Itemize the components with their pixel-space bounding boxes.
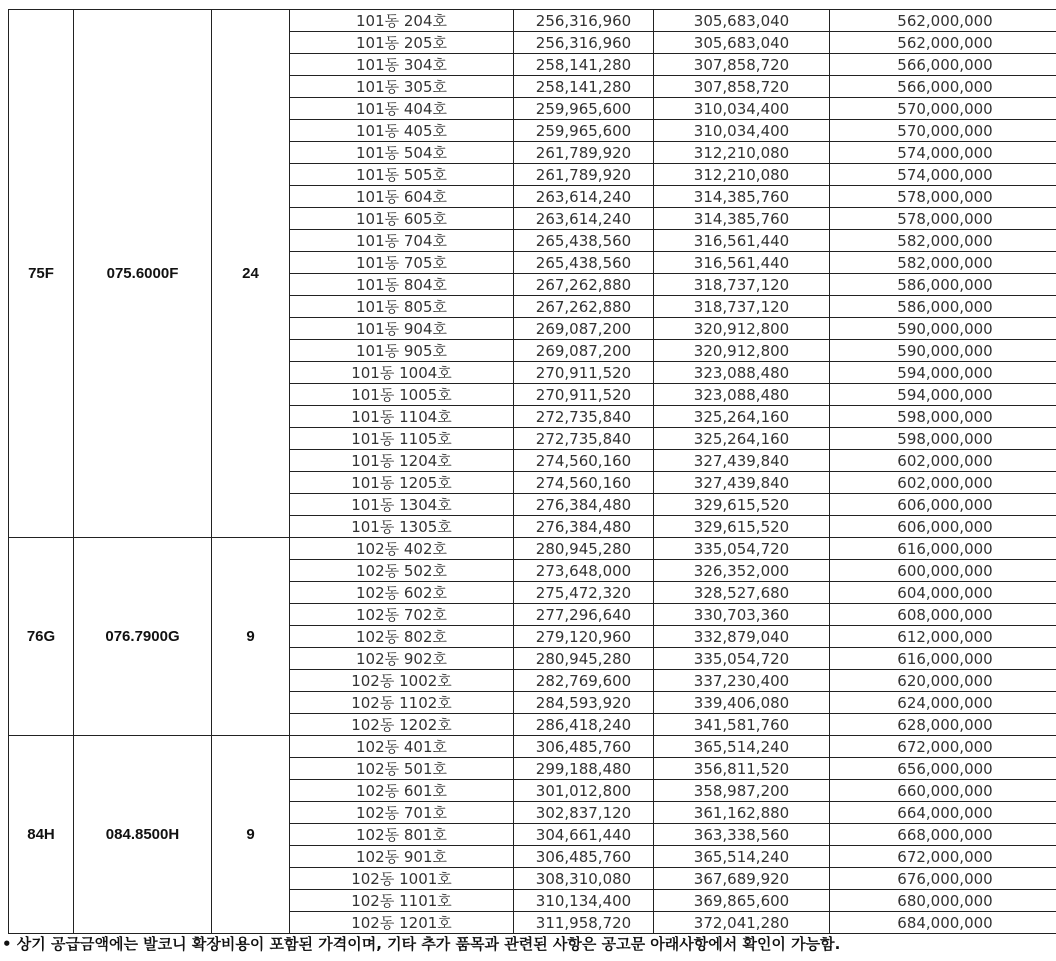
total-price-cell: 676,000,000 bbox=[830, 868, 1056, 890]
unit-cell: 102동 702호 bbox=[290, 604, 514, 626]
total-price-cell: 566,000,000 bbox=[830, 76, 1056, 98]
building-price-cell: 316,561,440 bbox=[654, 230, 830, 252]
building-price-cell: 328,527,680 bbox=[654, 582, 830, 604]
unit-cell: 101동 904호 bbox=[290, 318, 514, 340]
unit-cell: 102동 1001호 bbox=[290, 868, 514, 890]
land-price-cell: 282,769,600 bbox=[514, 670, 654, 692]
building-price-cell: 339,406,080 bbox=[654, 692, 830, 714]
building-price-cell: 310,034,400 bbox=[654, 120, 830, 142]
total-price-cell: 566,000,000 bbox=[830, 54, 1056, 76]
building-price-cell: 314,385,760 bbox=[654, 186, 830, 208]
building-price-cell: 320,912,800 bbox=[654, 340, 830, 362]
total-price-cell: 624,000,000 bbox=[830, 692, 1056, 714]
building-price-cell: 318,737,120 bbox=[654, 296, 830, 318]
unit-cell: 101동 704호 bbox=[290, 230, 514, 252]
total-price-cell: 590,000,000 bbox=[830, 318, 1056, 340]
building-price-cell: 305,683,040 bbox=[654, 10, 830, 32]
land-price-cell: 308,310,080 bbox=[514, 868, 654, 890]
area-cell: 084.8500H bbox=[74, 736, 212, 934]
unit-cell: 102동 1002호 bbox=[290, 670, 514, 692]
unit-cell: 101동 304호 bbox=[290, 54, 514, 76]
total-price-cell: 684,000,000 bbox=[830, 912, 1056, 934]
unit-cell: 101동 504호 bbox=[290, 142, 514, 164]
table-row bbox=[9, 10, 1056, 32]
total-price-cell: 578,000,000 bbox=[830, 186, 1056, 208]
total-price-cell: 594,000,000 bbox=[830, 362, 1056, 384]
land-price-cell: 286,418,240 bbox=[514, 714, 654, 736]
building-price-cell: 305,683,040 bbox=[654, 32, 830, 54]
unit-cell: 101동 905호 bbox=[290, 340, 514, 362]
total-price-cell: 606,000,000 bbox=[830, 494, 1056, 516]
total-price-cell: 598,000,000 bbox=[830, 428, 1056, 450]
land-price-cell: 274,560,160 bbox=[514, 450, 654, 472]
building-price-cell: 325,264,160 bbox=[654, 428, 830, 450]
unit-cell: 101동 604호 bbox=[290, 186, 514, 208]
building-price-cell: 337,230,400 bbox=[654, 670, 830, 692]
building-price-cell: 356,811,520 bbox=[654, 758, 830, 780]
land-price-cell: 301,012,800 bbox=[514, 780, 654, 802]
total-price-cell: 656,000,000 bbox=[830, 758, 1056, 780]
land-price-cell: 276,384,480 bbox=[514, 494, 654, 516]
land-price-cell: 273,648,000 bbox=[514, 560, 654, 582]
total-price-cell: 578,000,000 bbox=[830, 208, 1056, 230]
unit-cell: 102동 802호 bbox=[290, 626, 514, 648]
unit-cell: 102동 601호 bbox=[290, 780, 514, 802]
building-price-cell: 332,879,040 bbox=[654, 626, 830, 648]
land-price-cell: 258,141,280 bbox=[514, 54, 654, 76]
building-price-cell: 329,615,520 bbox=[654, 516, 830, 538]
table-body bbox=[9, 10, 1056, 934]
building-price-cell: 372,041,280 bbox=[654, 912, 830, 934]
type-cell: 75F bbox=[9, 10, 74, 538]
land-price-cell: 269,087,200 bbox=[514, 340, 654, 362]
building-price-cell: 316,561,440 bbox=[654, 252, 830, 274]
total-price-cell: 672,000,000 bbox=[830, 846, 1056, 868]
building-price-cell: 369,865,600 bbox=[654, 890, 830, 912]
unit-cell: 102동 402호 bbox=[290, 538, 514, 560]
total-price-cell: 562,000,000 bbox=[830, 32, 1056, 54]
land-price-cell: 280,945,280 bbox=[514, 648, 654, 670]
building-price-cell: 318,737,120 bbox=[654, 274, 830, 296]
total-price-cell: 672,000,000 bbox=[830, 736, 1056, 758]
land-price-cell: 263,614,240 bbox=[514, 186, 654, 208]
table-row bbox=[9, 538, 1056, 560]
building-price-cell: 335,054,720 bbox=[654, 538, 830, 560]
total-price-cell: 612,000,000 bbox=[830, 626, 1056, 648]
unit-cell: 101동 405호 bbox=[290, 120, 514, 142]
unit-cell: 102동 502호 bbox=[290, 560, 514, 582]
total-price-cell: 608,000,000 bbox=[830, 604, 1056, 626]
unit-cell: 101동 205호 bbox=[290, 32, 514, 54]
land-price-cell: 259,965,600 bbox=[514, 98, 654, 120]
land-price-cell: 270,911,520 bbox=[514, 362, 654, 384]
unit-cell: 101동 1304호 bbox=[290, 494, 514, 516]
land-price-cell: 258,141,280 bbox=[514, 76, 654, 98]
total-price-cell: 586,000,000 bbox=[830, 274, 1056, 296]
unit-count-cell: 9 bbox=[212, 736, 290, 934]
total-price-cell: 594,000,000 bbox=[830, 384, 1056, 406]
total-price-cell: 660,000,000 bbox=[830, 780, 1056, 802]
land-price-cell: 275,472,320 bbox=[514, 582, 654, 604]
unit-cell: 101동 1005호 bbox=[290, 384, 514, 406]
unit-cell: 102동 1101호 bbox=[290, 890, 514, 912]
land-price-cell: 299,188,480 bbox=[514, 758, 654, 780]
building-price-cell: 312,210,080 bbox=[654, 142, 830, 164]
unit-cell: 102동 401호 bbox=[290, 736, 514, 758]
unit-cell: 101동 804호 bbox=[290, 274, 514, 296]
land-price-cell: 267,262,880 bbox=[514, 274, 654, 296]
building-price-cell: 365,514,240 bbox=[654, 846, 830, 868]
total-price-cell: 562,000,000 bbox=[830, 10, 1056, 32]
total-price-cell: 616,000,000 bbox=[830, 538, 1056, 560]
land-price-cell: 261,789,920 bbox=[514, 142, 654, 164]
total-price-cell: 680,000,000 bbox=[830, 890, 1056, 912]
unit-cell: 102동 1202호 bbox=[290, 714, 514, 736]
unit-count-cell: 24 bbox=[212, 10, 290, 538]
building-price-cell: 326,352,000 bbox=[654, 560, 830, 582]
price-table bbox=[8, 9, 1056, 934]
land-price-cell: 280,945,280 bbox=[514, 538, 654, 560]
land-price-cell: 311,958,720 bbox=[514, 912, 654, 934]
building-price-cell: 312,210,080 bbox=[654, 164, 830, 186]
building-price-cell: 367,689,920 bbox=[654, 868, 830, 890]
unit-cell: 101동 1205호 bbox=[290, 472, 514, 494]
building-price-cell: 325,264,160 bbox=[654, 406, 830, 428]
land-price-cell: 306,485,760 bbox=[514, 736, 654, 758]
total-price-cell: 582,000,000 bbox=[830, 252, 1056, 274]
land-price-cell: 302,837,120 bbox=[514, 802, 654, 824]
land-price-cell: 272,735,840 bbox=[514, 406, 654, 428]
building-price-cell: 307,858,720 bbox=[654, 54, 830, 76]
building-price-cell: 323,088,480 bbox=[654, 384, 830, 406]
total-price-cell: 602,000,000 bbox=[830, 450, 1056, 472]
land-price-cell: 256,316,960 bbox=[514, 10, 654, 32]
land-price-cell: 269,087,200 bbox=[514, 318, 654, 340]
building-price-cell: 361,162,880 bbox=[654, 802, 830, 824]
area-cell: 075.6000F bbox=[74, 10, 212, 538]
unit-cell: 101동 1305호 bbox=[290, 516, 514, 538]
building-price-cell: 307,858,720 bbox=[654, 76, 830, 98]
land-price-cell: 263,614,240 bbox=[514, 208, 654, 230]
unit-cell: 102동 801호 bbox=[290, 824, 514, 846]
total-price-cell: 586,000,000 bbox=[830, 296, 1056, 318]
total-price-cell: 570,000,000 bbox=[830, 120, 1056, 142]
unit-cell: 102동 501호 bbox=[290, 758, 514, 780]
unit-cell: 101동 1105호 bbox=[290, 428, 514, 450]
total-price-cell: 664,000,000 bbox=[830, 802, 1056, 824]
land-price-cell: 265,438,560 bbox=[514, 252, 654, 274]
land-price-cell: 272,735,840 bbox=[514, 428, 654, 450]
land-price-cell: 270,911,520 bbox=[514, 384, 654, 406]
building-price-cell: 365,514,240 bbox=[654, 736, 830, 758]
building-price-cell: 323,088,480 bbox=[654, 362, 830, 384]
land-price-cell: 274,560,160 bbox=[514, 472, 654, 494]
building-price-cell: 358,987,200 bbox=[654, 780, 830, 802]
building-price-cell: 329,615,520 bbox=[654, 494, 830, 516]
type-cell: 76G bbox=[9, 538, 74, 736]
unit-cell: 102동 701호 bbox=[290, 802, 514, 824]
land-price-cell: 276,384,480 bbox=[514, 516, 654, 538]
unit-cell: 101동 605호 bbox=[290, 208, 514, 230]
building-price-cell: 363,338,560 bbox=[654, 824, 830, 846]
unit-cell: 102동 901호 bbox=[290, 846, 514, 868]
land-price-cell: 304,661,440 bbox=[514, 824, 654, 846]
total-price-cell: 616,000,000 bbox=[830, 648, 1056, 670]
building-price-cell: 335,054,720 bbox=[654, 648, 830, 670]
land-price-cell: 267,262,880 bbox=[514, 296, 654, 318]
unit-cell: 102동 1201호 bbox=[290, 912, 514, 934]
land-price-cell: 284,593,920 bbox=[514, 692, 654, 714]
land-price-cell: 259,965,600 bbox=[514, 120, 654, 142]
unit-cell: 102동 902호 bbox=[290, 648, 514, 670]
total-price-cell: 600,000,000 bbox=[830, 560, 1056, 582]
building-price-cell: 327,439,840 bbox=[654, 450, 830, 472]
building-price-cell: 341,581,760 bbox=[654, 714, 830, 736]
unit-count-cell: 9 bbox=[212, 538, 290, 736]
total-price-cell: 590,000,000 bbox=[830, 340, 1056, 362]
total-price-cell: 574,000,000 bbox=[830, 142, 1056, 164]
land-price-cell: 265,438,560 bbox=[514, 230, 654, 252]
land-price-cell: 306,485,760 bbox=[514, 846, 654, 868]
type-cell: 84H bbox=[9, 736, 74, 934]
land-price-cell: 277,296,640 bbox=[514, 604, 654, 626]
total-price-cell: 628,000,000 bbox=[830, 714, 1056, 736]
unit-cell: 101동 1204호 bbox=[290, 450, 514, 472]
building-price-cell: 310,034,400 bbox=[654, 98, 830, 120]
building-price-cell: 327,439,840 bbox=[654, 472, 830, 494]
land-price-cell: 256,316,960 bbox=[514, 32, 654, 54]
land-price-cell: 279,120,960 bbox=[514, 626, 654, 648]
footnote: • 상기 공급금액에는 발코니 확장비용이 포함된 가격이며, 기타 추가 품목과 관련된 사항은 공고문 아래사항에서 확인이 가능함. bbox=[2, 935, 841, 953]
unit-cell: 101동 404호 bbox=[290, 98, 514, 120]
unit-cell: 102동 1102호 bbox=[290, 692, 514, 714]
unit-cell: 101동 705호 bbox=[290, 252, 514, 274]
unit-cell: 101동 805호 bbox=[290, 296, 514, 318]
total-price-cell: 606,000,000 bbox=[830, 516, 1056, 538]
total-price-cell: 604,000,000 bbox=[830, 582, 1056, 604]
building-price-cell: 314,385,760 bbox=[654, 208, 830, 230]
total-price-cell: 598,000,000 bbox=[830, 406, 1056, 428]
unit-cell: 101동 1104호 bbox=[290, 406, 514, 428]
unit-cell: 101동 204호 bbox=[290, 10, 514, 32]
unit-cell: 102동 602호 bbox=[290, 582, 514, 604]
total-price-cell: 574,000,000 bbox=[830, 164, 1056, 186]
land-price-cell: 310,134,400 bbox=[514, 890, 654, 912]
building-price-cell: 330,703,360 bbox=[654, 604, 830, 626]
total-price-cell: 602,000,000 bbox=[830, 472, 1056, 494]
land-price-cell: 261,789,920 bbox=[514, 164, 654, 186]
total-price-cell: 570,000,000 bbox=[830, 98, 1056, 120]
total-price-cell: 668,000,000 bbox=[830, 824, 1056, 846]
total-price-cell: 620,000,000 bbox=[830, 670, 1056, 692]
unit-cell: 101동 305호 bbox=[290, 76, 514, 98]
unit-cell: 101동 505호 bbox=[290, 164, 514, 186]
unit-cell: 101동 1004호 bbox=[290, 362, 514, 384]
area-cell: 076.7900G bbox=[74, 538, 212, 736]
building-price-cell: 320,912,800 bbox=[654, 318, 830, 340]
table-row bbox=[9, 736, 1056, 758]
total-price-cell: 582,000,000 bbox=[830, 230, 1056, 252]
